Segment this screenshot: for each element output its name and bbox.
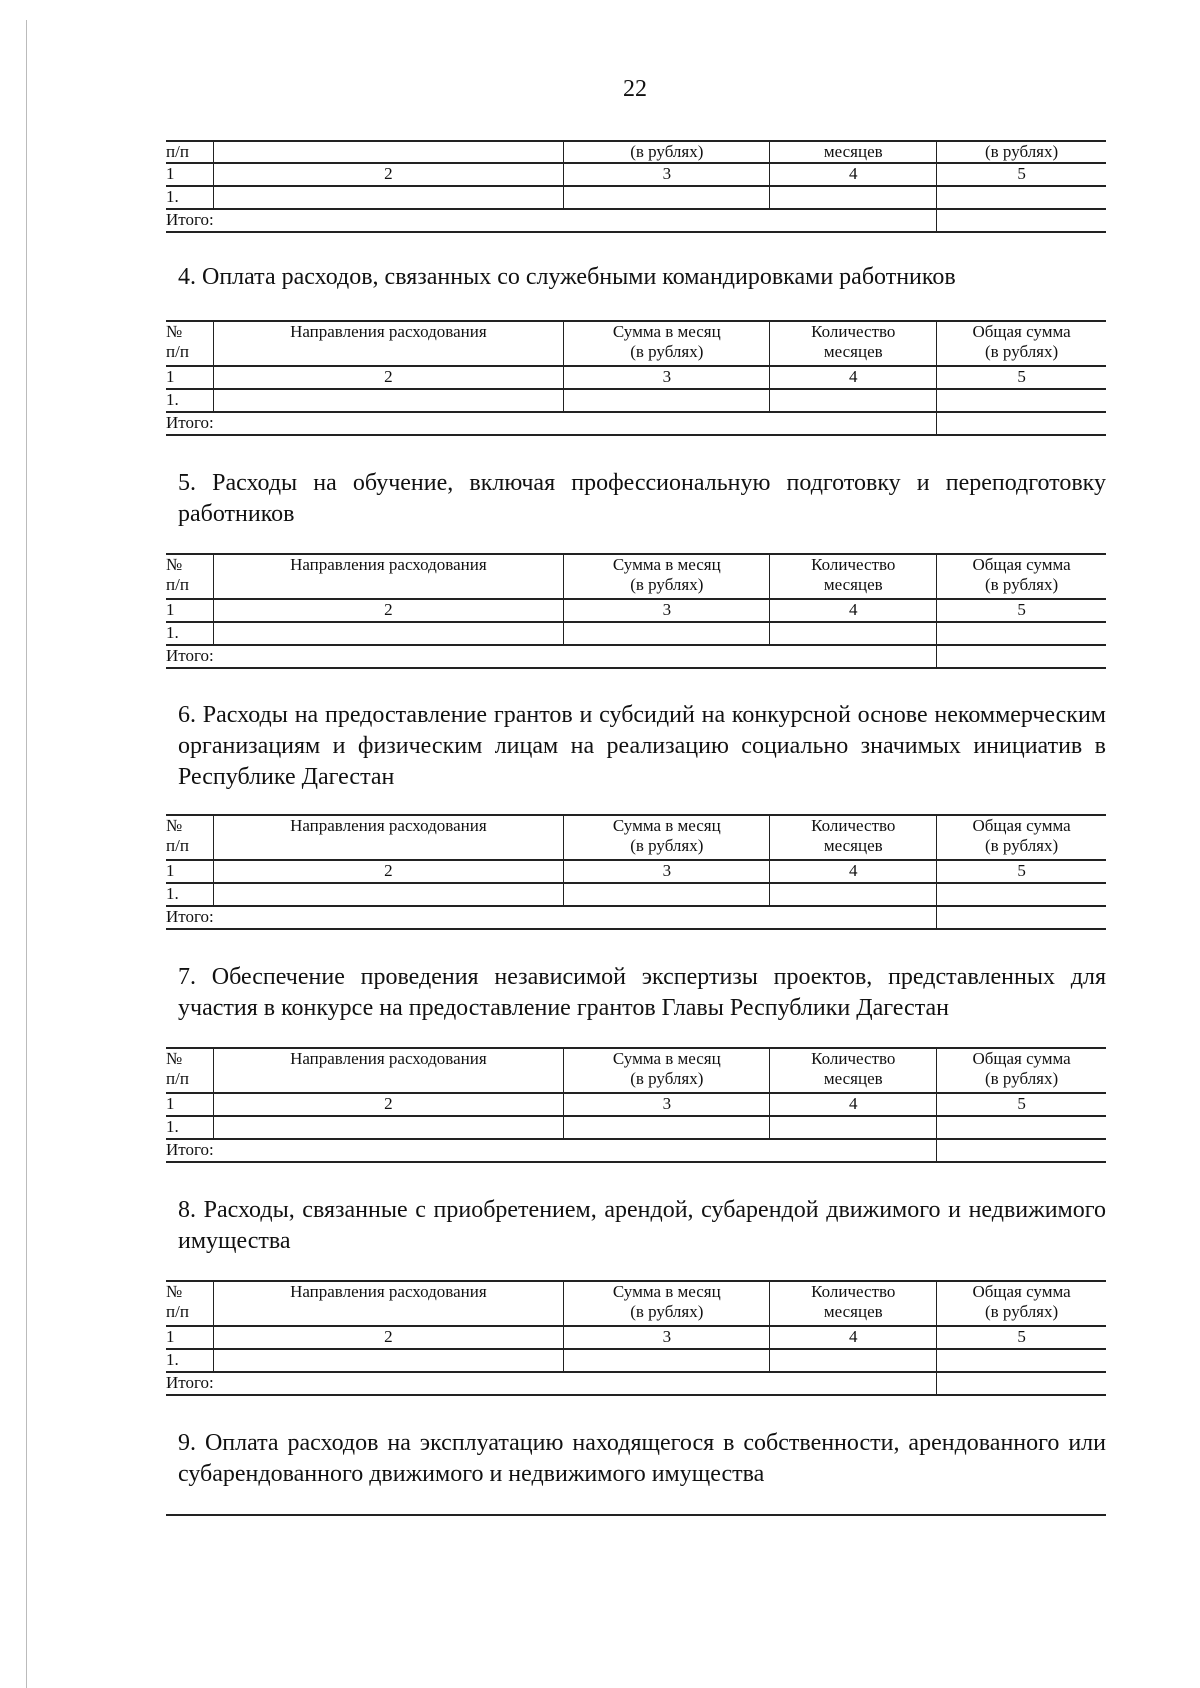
item-cell [937,389,1106,412]
total-label: Итого: [166,209,937,232]
col-months-header: Количество месяцев [770,554,937,599]
item-cell [564,389,770,412]
item-number: 1. [166,186,213,209]
scan-margin-line [26,20,27,1688]
col-direction-header [213,141,564,163]
num-cell: 3 [564,366,770,389]
num-cell: 5 [937,163,1106,186]
section-9-title: 9. Оплата расходов на эксплуатацию находящегося в собственности, арендованного или субарендованного движимого и недвижимого имущества [178,1430,1106,1487]
item-cell [937,1349,1106,1372]
item-cell [770,622,937,645]
total-label: Итого: [166,1372,937,1395]
col-amount-header: Сумма в месяц (в рублях) [564,1048,770,1093]
total-label: Итого: [166,645,937,668]
col-months-header: Количество месяцев [770,321,937,366]
table-section-4 [166,320,1106,436]
col-no-header: № п/п [166,1281,213,1326]
num-cell: 3 [564,1093,770,1116]
num-cell: 4 [770,1093,937,1116]
total-value [937,412,1106,435]
item-cell [770,1349,937,1372]
item-cell [937,186,1106,209]
col-total-header: Общая сумма (в рублях) [937,815,1106,860]
item-cell [564,622,770,645]
item-number: 1. [166,1116,213,1139]
item-cell [213,622,564,645]
section-5-title: 5. Расходы на обучение, включая профессиональную подготовку и переподготовку работников [178,470,1106,527]
num-cell: 2 [213,860,564,883]
table-section-5 [166,553,1106,669]
col-direction-header: Направления расходования [213,321,564,366]
col-direction-header: Направления расходования [213,815,564,860]
num-cell: 4 [770,163,937,186]
total-value [937,209,1106,232]
col-total-header: Общая сумма (в рублях) [937,1048,1106,1093]
num-cell: 5 [937,599,1106,622]
item-cell [770,186,937,209]
num-cell: 4 [770,366,937,389]
num-cell: 4 [770,1326,937,1349]
num-cell: 5 [937,1326,1106,1349]
section-8-title: 8. Расходы, связанные с приобретением, арендой, субарендой движимого и недвижимого имущества [178,1197,1106,1254]
col-direction-header: Направления расходования [213,1048,564,1093]
table-section-6 [166,814,1106,930]
item-cell [213,1349,564,1372]
col-no-header: № п/п [166,554,213,599]
item-cell [564,1116,770,1139]
num-cell: 3 [564,860,770,883]
col-months-header: Количество месяцев [770,1048,937,1093]
num-cell: 1 [166,599,213,622]
num-cell: 5 [937,860,1106,883]
table-section-7 [166,1047,1106,1163]
num-cell: 2 [213,366,564,389]
total-value [937,645,1106,668]
total-label: Итого: [166,906,937,929]
item-cell [213,186,564,209]
col-total-header: Общая сумма (в рублях) [937,554,1106,599]
num-cell: 5 [937,1093,1106,1116]
num-cell: 2 [213,1326,564,1349]
num-cell: 1 [166,366,213,389]
col-no-header: № п/п [166,321,213,366]
page-number: 22 [623,76,647,102]
table-continued [166,140,1106,233]
col-direction-header: Направления расходования [213,1281,564,1326]
num-cell: 1 [166,860,213,883]
item-cell [770,389,937,412]
table-section-8 [166,1280,1106,1396]
item-cell [937,1116,1106,1139]
item-number: 1. [166,883,213,906]
num-cell: 2 [213,599,564,622]
col-months-header: Количество месяцев [770,1281,937,1326]
item-cell [564,186,770,209]
num-cell: 1 [166,163,213,186]
item-cell [937,622,1106,645]
total-value [937,906,1106,929]
item-cell [564,883,770,906]
item-cell [564,1349,770,1372]
item-cell [213,1116,564,1139]
col-no-header: п/п [166,141,213,163]
col-total-header: Общая сумма (в рублях) [937,321,1106,366]
section-9-table-top-rule [166,1514,1106,1516]
item-number: 1. [166,389,213,412]
item-cell [770,1116,937,1139]
total-label: Итого: [166,1139,937,1162]
num-cell: 3 [564,163,770,186]
col-amount-header: Сумма в месяц (в рублях) [564,321,770,366]
total-value [937,1139,1106,1162]
item-cell [213,883,564,906]
col-months-header: месяцев [770,141,937,163]
section-4-title: 4. Оплата расходов, связанных со служебными командировками работников [178,264,956,290]
total-label: Итого: [166,412,937,435]
num-cell: 1 [166,1326,213,1349]
item-cell [213,389,564,412]
section-7-title: 7. Обеспечение проведения независимой экспертизы проектов, представленных для участия в конкурсе на предоставление грантов Главы Республики Дагестан [178,964,1106,1021]
col-total-header: (в рублях) [937,141,1106,163]
item-cell [770,883,937,906]
col-amount-header: Сумма в месяц (в рублях) [564,815,770,860]
num-cell: 2 [213,1093,564,1116]
col-amount-header: Сумма в месяц (в рублях) [564,554,770,599]
total-value [937,1372,1106,1395]
item-number: 1. [166,1349,213,1372]
col-amount-header: Сумма в месяц (в рублях) [564,1281,770,1326]
col-amount-header: (в рублях) [564,141,770,163]
num-cell: 2 [213,163,564,186]
num-cell: 3 [564,599,770,622]
section-6-title: 6. Расходы на предоставление грантов и субсидий на конкурсной основе некоммерческим организациям и физическим лицам на реализацию социально значимых инициатив в Республике Дагестан [178,702,1106,790]
num-cell: 1 [166,1093,213,1116]
num-cell: 4 [770,860,937,883]
item-cell [937,883,1106,906]
col-no-header: № п/п [166,1048,213,1093]
col-no-header: № п/п [166,815,213,860]
num-cell: 3 [564,1326,770,1349]
num-cell: 4 [770,599,937,622]
item-number: 1. [166,622,213,645]
num-cell: 5 [937,366,1106,389]
col-direction-header: Направления расходования [213,554,564,599]
col-total-header: Общая сумма (в рублях) [937,1281,1106,1326]
col-months-header: Количество месяцев [770,815,937,860]
